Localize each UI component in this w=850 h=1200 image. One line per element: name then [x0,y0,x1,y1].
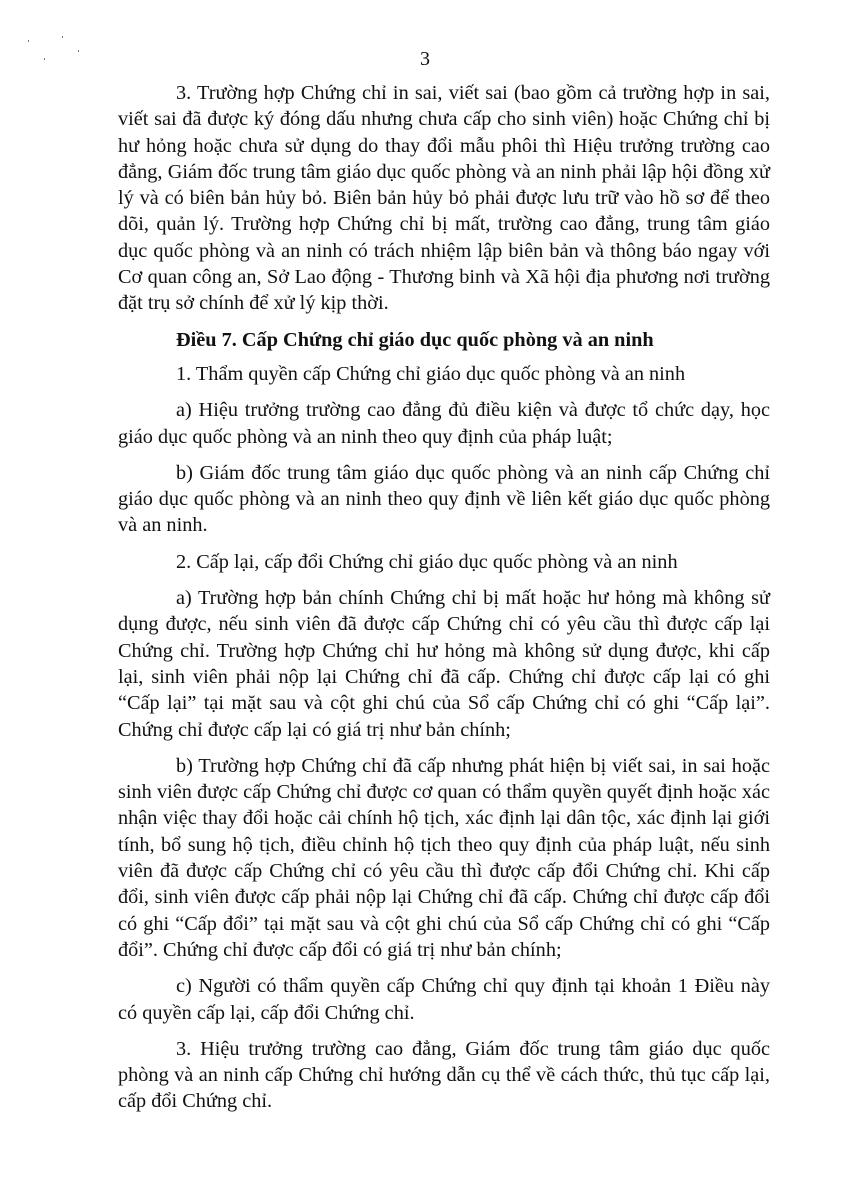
page-number: 3 [420,48,430,70]
paragraph-point-a-reissue: a) Trường hợp bản chính Chứng chỉ bị mất hoặc hư hỏng mà không sử dụng được, nếu sinh viên đã được cấp Chứng chỉ có yêu cầu thì được cấp lại Chứng chỉ. Trường hợp Chứng chỉ hư hỏng mà không sử dụng được, khi cấp lại, sinh viên phải nộp lại Chứng chỉ đã cấp. Chứng chỉ được cấp lại có ghi “Cấp lại” tại mặt sau và cột ghi chú của Sổ cấp Chứng chỉ có ghi “Cấp lại”. Chứng chỉ được cấp lại có giá trị như bản chính; [118,587,770,741]
paragraph-point-c-authority: c) Người có thẩm quyền cấp Chứng chỉ quy định tại khoản 1 Điều này có quyền cấp lại, cấp đổi Chứng chỉ. [118,975,770,1024]
paragraph-clause-2-reissue: 2. Cấp lại, cấp đổi Chứng chỉ giáo dục quốc phòng và an ninh [176,550,678,573]
paragraph-clause-3-misprint: 3. Trường hợp Chứng chỉ in sai, viết sai (bao gồm cả trường hợp in sai, viết sai đã được ký đóng dấu nhưng chưa cấp cho sinh viên) hoặc Chứng chỉ bị hư hỏng hoặc chưa sử dụng do thay đổi mẫu phôi thì Hiệu trưởng trường cao đẳng, Giám đốc trung tâm giáo dục quốc phòng và an ninh phải lập hội đồng xử lý và có biên bản hủy bỏ. Biên bản hủy bỏ phải được lưu trữ vào hồ sơ để theo dõi, quản lý. Trường hợp Chứng chỉ bị mất, trường cao đẳng, trung tâm giáo dục quốc phòng và an ninh có trách nhiệm lập biên bản và thông báo ngay với Cơ quan công an, Sở Lao động - Thương binh và Xã hội địa phương nơi trường đặt trụ sở chính để xử lý kịp thời. [118,82,770,315]
scan-speck [28,40,29,42]
paragraph-point-a-rector: a) Hiệu trưởng trường cao đẳng đủ điều kiện và được tổ chức dạy, học giáo dục quốc phòng và an ninh theo quy định của pháp luật; [118,399,770,448]
paragraph-point-b-director: b) Giám đốc trung tâm giáo dục quốc phòng và an ninh cấp Chứng chỉ giáo dục quốc phòng và an ninh theo quy định về liên kết giáo dục quốc phòng và an ninh. [118,461,770,537]
paragraph-clause-3-guidance: 3. Hiệu trưởng trường cao đẳng, Giám đốc trung tâm giáo dục quốc phòng và an ninh cấp Chứng chỉ hướng dẫn cụ thể về cách thức, thủ tục cấp lại, cấp đổi Chứng chỉ. [118,1037,770,1113]
scan-speck [62,36,63,38]
article-7-heading: Điều 7. Cấp Chứng chỉ giáo dục quốc phòng và an ninh [176,328,654,351]
document-body [118,80,770,1125]
paragraph-clause-1-authority: 1. Thẩm quyền cấp Chứng chỉ giáo dục quốc phòng và an ninh [176,362,686,385]
paragraph-point-b-exchange: b) Trường hợp Chứng chỉ đã cấp nhưng phát hiện bị viết sai, in sai hoặc sinh viên được cấp Chứng chỉ được cơ quan có thẩm quyền quyết định hoặc xác nhận việc thay đổi hoặc cải chính hộ tịch, xác định lại dân tộc, xác định lại giới tính, bổ sung hộ tịch, điều chỉnh hộ tịch theo quy định của pháp luật, nếu sinh viên đã được cấp Chứng chỉ có yêu cầu thì được cấp đổi Chứng chỉ. Khi cấp đổi, sinh viên được cấp phải nộp lại Chứng chỉ đã cấp. Chứng chỉ được cấp đổi có ghi “Cấp đổi” tại mặt sau và cột ghi chú của Sổ cấp Chứng chỉ có ghi “Cấp đổi”. Chứng chỉ được cấp đổi có giá trị như bản chính; [118,754,770,961]
